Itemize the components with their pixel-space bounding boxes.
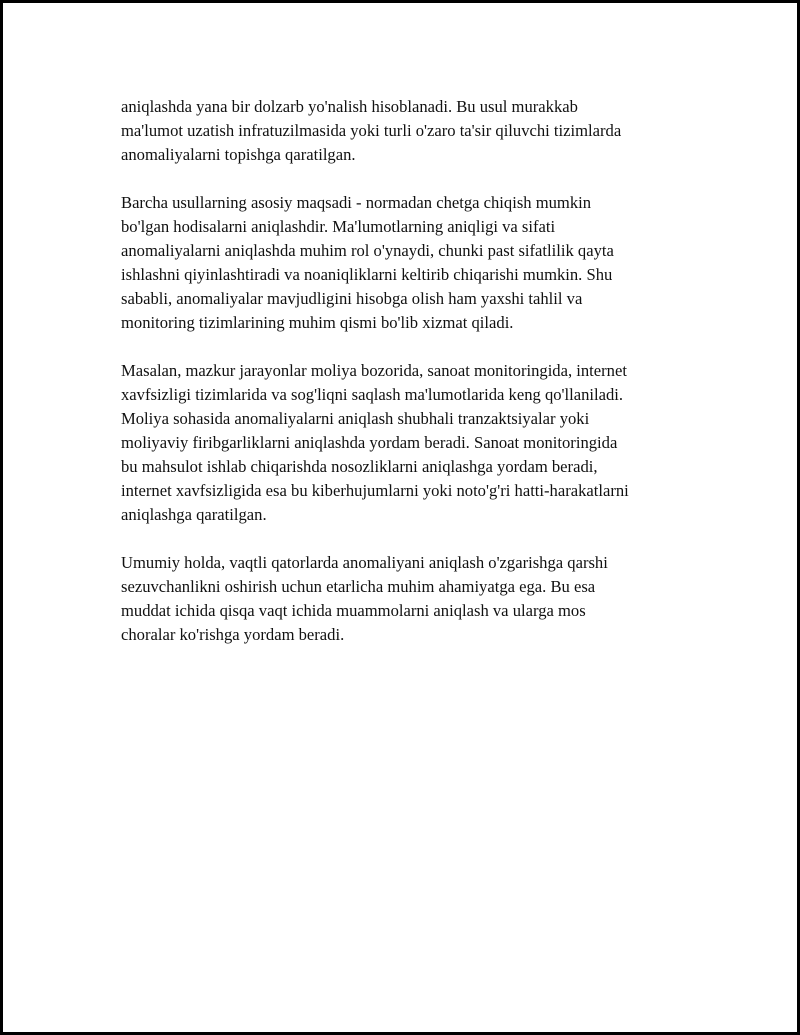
text-line: xavfsizligi tizimlarida va sog'liqni saqlash ma'lumotlarida keng qo'llaniladi. <box>121 385 624 404</box>
text-line: Barcha usullarning asosiy maqsadi - normadan chetga chiqish mumkin <box>121 193 592 212</box>
text-line: monitoring tizimlarining muhim qismi bo'lib xizmat qiladi. <box>121 313 514 332</box>
document-body <box>121 95 693 671</box>
text-line: aniqlashda yana bir dolzarb yo'nalish hisoblanadi. Bu usul murakkab <box>121 97 578 116</box>
text-line: choralar ko'rishga yordam beradi. <box>121 625 345 644</box>
text-line: aniqlashga qaratilgan. <box>121 505 267 524</box>
text-line: bu mahsulot ishlab chiqarishda nosozliklarni aniqlashga yordam beradi, <box>121 457 598 476</box>
text-line: Moliya sohasida anomaliyalarni aniqlash shubhali tranzaktsiyalar yoki <box>121 409 590 428</box>
text-line: Umumiy holda, vaqtli qatorlarda anomaliyani aniqlash o'zgarishga qarshi <box>121 553 608 572</box>
paragraph-4 <box>121 551 693 647</box>
text-line: anomaliyalarni topishga qaratilgan. <box>121 145 356 164</box>
paragraph-2 <box>121 191 693 335</box>
text-line: bo'lgan hodisalarni aniqlashdir. Ma'lumotlarning aniqligi va sifati <box>121 217 556 236</box>
text-line: sezuvchanlikni oshirish uchun etarlicha muhim ahamiyatga ega. Bu esa <box>121 577 596 596</box>
text-line: internet xavfsizligida esa bu kiberhujumlarni yoki noto'g'ri hatti-harakatlarni <box>121 481 629 500</box>
text-line: sababli, anomaliyalar mavjudligini hisobga olish ham yaxshi tahlil va <box>121 289 583 308</box>
paragraph-3 <box>121 359 693 527</box>
text-line: ishlashni qiyinlashtiradi va noaniqliklarni keltirib chiqarishi mumkin. Shu <box>121 265 613 284</box>
text-line: ma'lumot uzatish infratuzilmasida yoki turli o'zaro ta'sir qiluvchi tizimlarda <box>121 121 622 140</box>
text-line: moliyaviy firibgarliklarni aniqlashda yordam beradi. Sanoat monitoringida <box>121 433 618 452</box>
text-line: anomaliyalarni aniqlashda muhim rol o'ynaydi, chunki past sifatlilik qayta <box>121 241 614 260</box>
paragraph-1 <box>121 95 693 167</box>
text-line: muddat ichida qisqa vaqt ichida muammolarni aniqlash va ularga mos <box>121 601 586 620</box>
text-line: Masalan, mazkur jarayonlar moliya bozorida, sanoat monitoringida, internet <box>121 361 627 380</box>
